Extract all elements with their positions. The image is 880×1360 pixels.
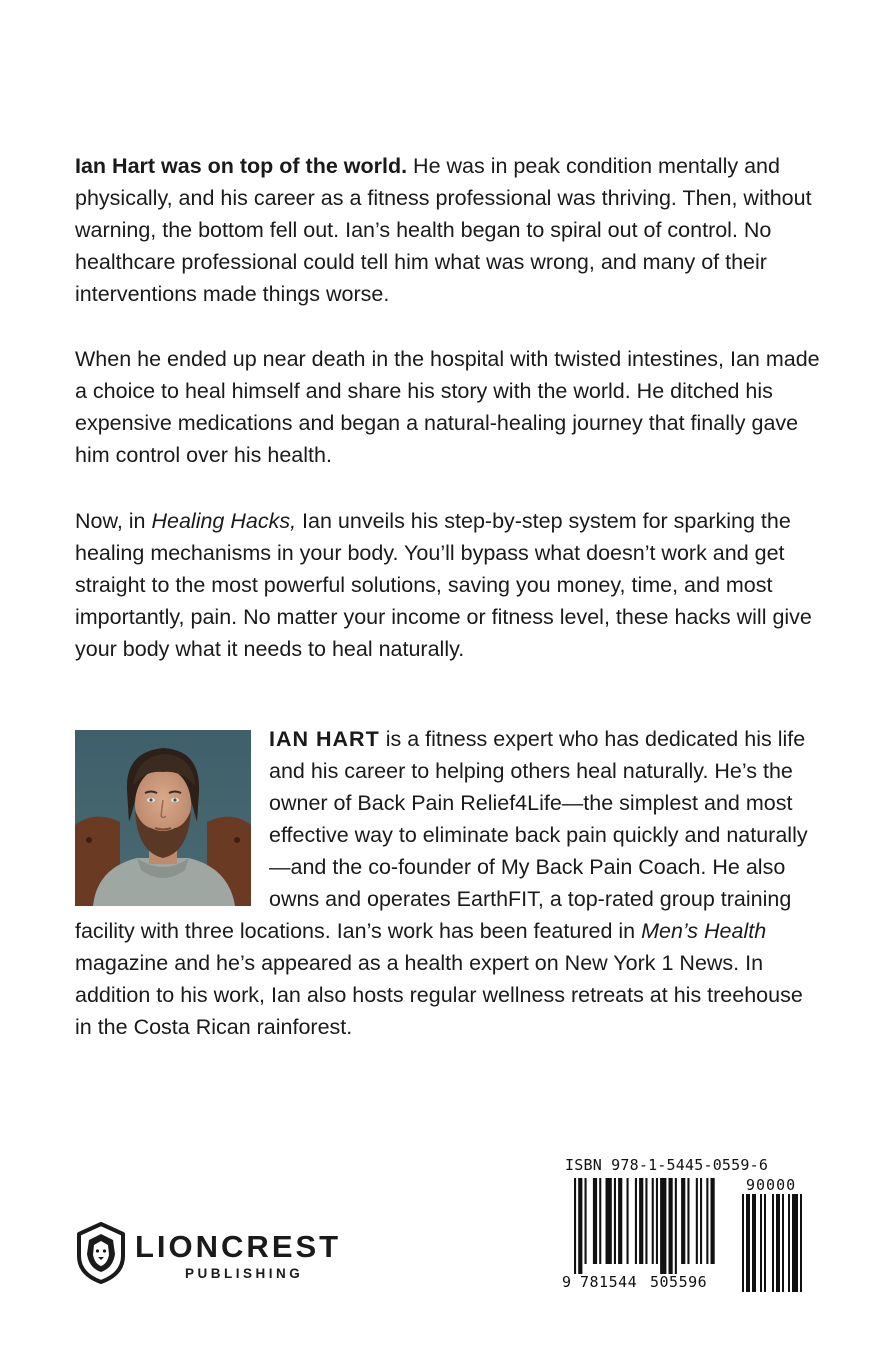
price-code-digits: 90000 bbox=[746, 1176, 797, 1194]
blurb-paragraph-2: When he ended up near death in the hospital with twisted intestines, Ian made a choice to heal himself and share his story with the world. He ditched his expensive medications and began a natural-healing journey that finally gave him control over his health. bbox=[75, 347, 820, 467]
isbn-barcode bbox=[560, 1156, 810, 1296]
blurb-paragraph-1 bbox=[75, 150, 820, 310]
barcode-bar bbox=[574, 1178, 576, 1274]
publisher-subtitle: PUBLISHING bbox=[185, 1266, 304, 1281]
addon-bar bbox=[772, 1194, 774, 1292]
blurb-paragraph-3-intro: Now, in bbox=[75, 509, 152, 533]
barcode-bar bbox=[706, 1178, 708, 1264]
addon-bar bbox=[764, 1194, 766, 1292]
book-title: Healing Hacks, bbox=[151, 509, 297, 533]
ean-bars bbox=[574, 1178, 715, 1274]
price-addon-bars bbox=[742, 1194, 802, 1292]
barcode-bar bbox=[700, 1178, 702, 1264]
barcode-first-digit: 9 bbox=[562, 1273, 572, 1291]
author-bio bbox=[75, 723, 820, 1043]
addon-bar bbox=[752, 1194, 756, 1292]
barcode-graphic bbox=[560, 1176, 810, 1296]
magazine-title: Men’s Health bbox=[641, 919, 767, 943]
barcode-bar bbox=[618, 1178, 622, 1264]
barcode-bar bbox=[614, 1178, 616, 1264]
barcode-bar bbox=[660, 1178, 666, 1274]
barcode-bar bbox=[639, 1178, 643, 1264]
barcode-bar bbox=[606, 1178, 612, 1264]
barcode-bar bbox=[652, 1178, 654, 1264]
barcode-bar bbox=[635, 1178, 637, 1264]
addon-bar bbox=[792, 1194, 798, 1292]
barcode-bar bbox=[687, 1178, 689, 1264]
publisher-name: LIONCREST bbox=[135, 1229, 342, 1264]
isbn-label: ISBN 978-1-5445-0559-6 bbox=[565, 1156, 769, 1174]
barcode-right-digits: 505596 bbox=[650, 1273, 708, 1291]
lion-icon bbox=[75, 1222, 127, 1284]
addon-bar bbox=[782, 1194, 784, 1292]
barcode-bar bbox=[711, 1178, 715, 1264]
barcode-bar bbox=[627, 1178, 629, 1264]
barcode-bar bbox=[696, 1178, 698, 1264]
addon-bar bbox=[788, 1194, 790, 1292]
addon-bar bbox=[800, 1194, 802, 1292]
addon-bar bbox=[776, 1194, 780, 1292]
publisher-logo bbox=[75, 1222, 375, 1288]
barcode-bar bbox=[585, 1178, 587, 1264]
barcode-bar bbox=[593, 1178, 597, 1264]
barcode-bar bbox=[645, 1178, 647, 1264]
author-photo bbox=[75, 730, 251, 906]
barcode-bar bbox=[675, 1178, 677, 1274]
blurb-paragraph-3-text: Ian unveils his step-by-step system for sparking the healing mechanisms in your body. You’ll bypass what doesn’t work and get straight to the most powerful solutions, saving you money, time, and most importantly, pain. No matter your income or fitness level, these hacks will give your body what it needs to heal naturally. bbox=[75, 509, 812, 661]
barcode-bar bbox=[599, 1178, 601, 1264]
blurb-lead-sentence: Ian Hart was on top of the world. bbox=[75, 154, 408, 178]
addon-bar bbox=[742, 1194, 744, 1292]
author-bio-text-end: magazine and he’s appeared as a health expert on New York 1 News. In addition to his work, Ian also hosts regular wellness retreats at his treehouse in the Costa Rican rainforest. bbox=[75, 951, 803, 1039]
blurb-paragraph-3 bbox=[75, 505, 820, 665]
blurb-paragraph-1-text: He was in peak condition mentally and physically, and his career as a fitness professional was thriving. Then, without warning, the bottom fell out. Ian’s health began to spiral out of control. No healthcare professional could tell him what was wrong, and many of their interventions made things worse. bbox=[75, 154, 812, 306]
barcode-bar bbox=[681, 1178, 685, 1264]
barcode-bar bbox=[656, 1178, 658, 1264]
addon-bar bbox=[746, 1194, 750, 1292]
addon-bar bbox=[760, 1194, 762, 1292]
barcode-bar bbox=[669, 1178, 673, 1274]
barcode-left-digits: 781544 bbox=[580, 1273, 638, 1291]
author-name: IAN HART bbox=[269, 727, 380, 751]
author-bio-text: is a fitness expert who has dedicated his life and his career to helping others heal naturally. He’s the owner of Back Pain Relief4Life—the simplest and most effective way to eliminate back pain quickly and naturally—and the co-founder of My Back Pain Coach. He also owns and operates EarthFIT, a top-rated group training facility with three locations. Ian’s work has been featured in bbox=[75, 727, 808, 943]
barcode-bar bbox=[578, 1178, 582, 1274]
